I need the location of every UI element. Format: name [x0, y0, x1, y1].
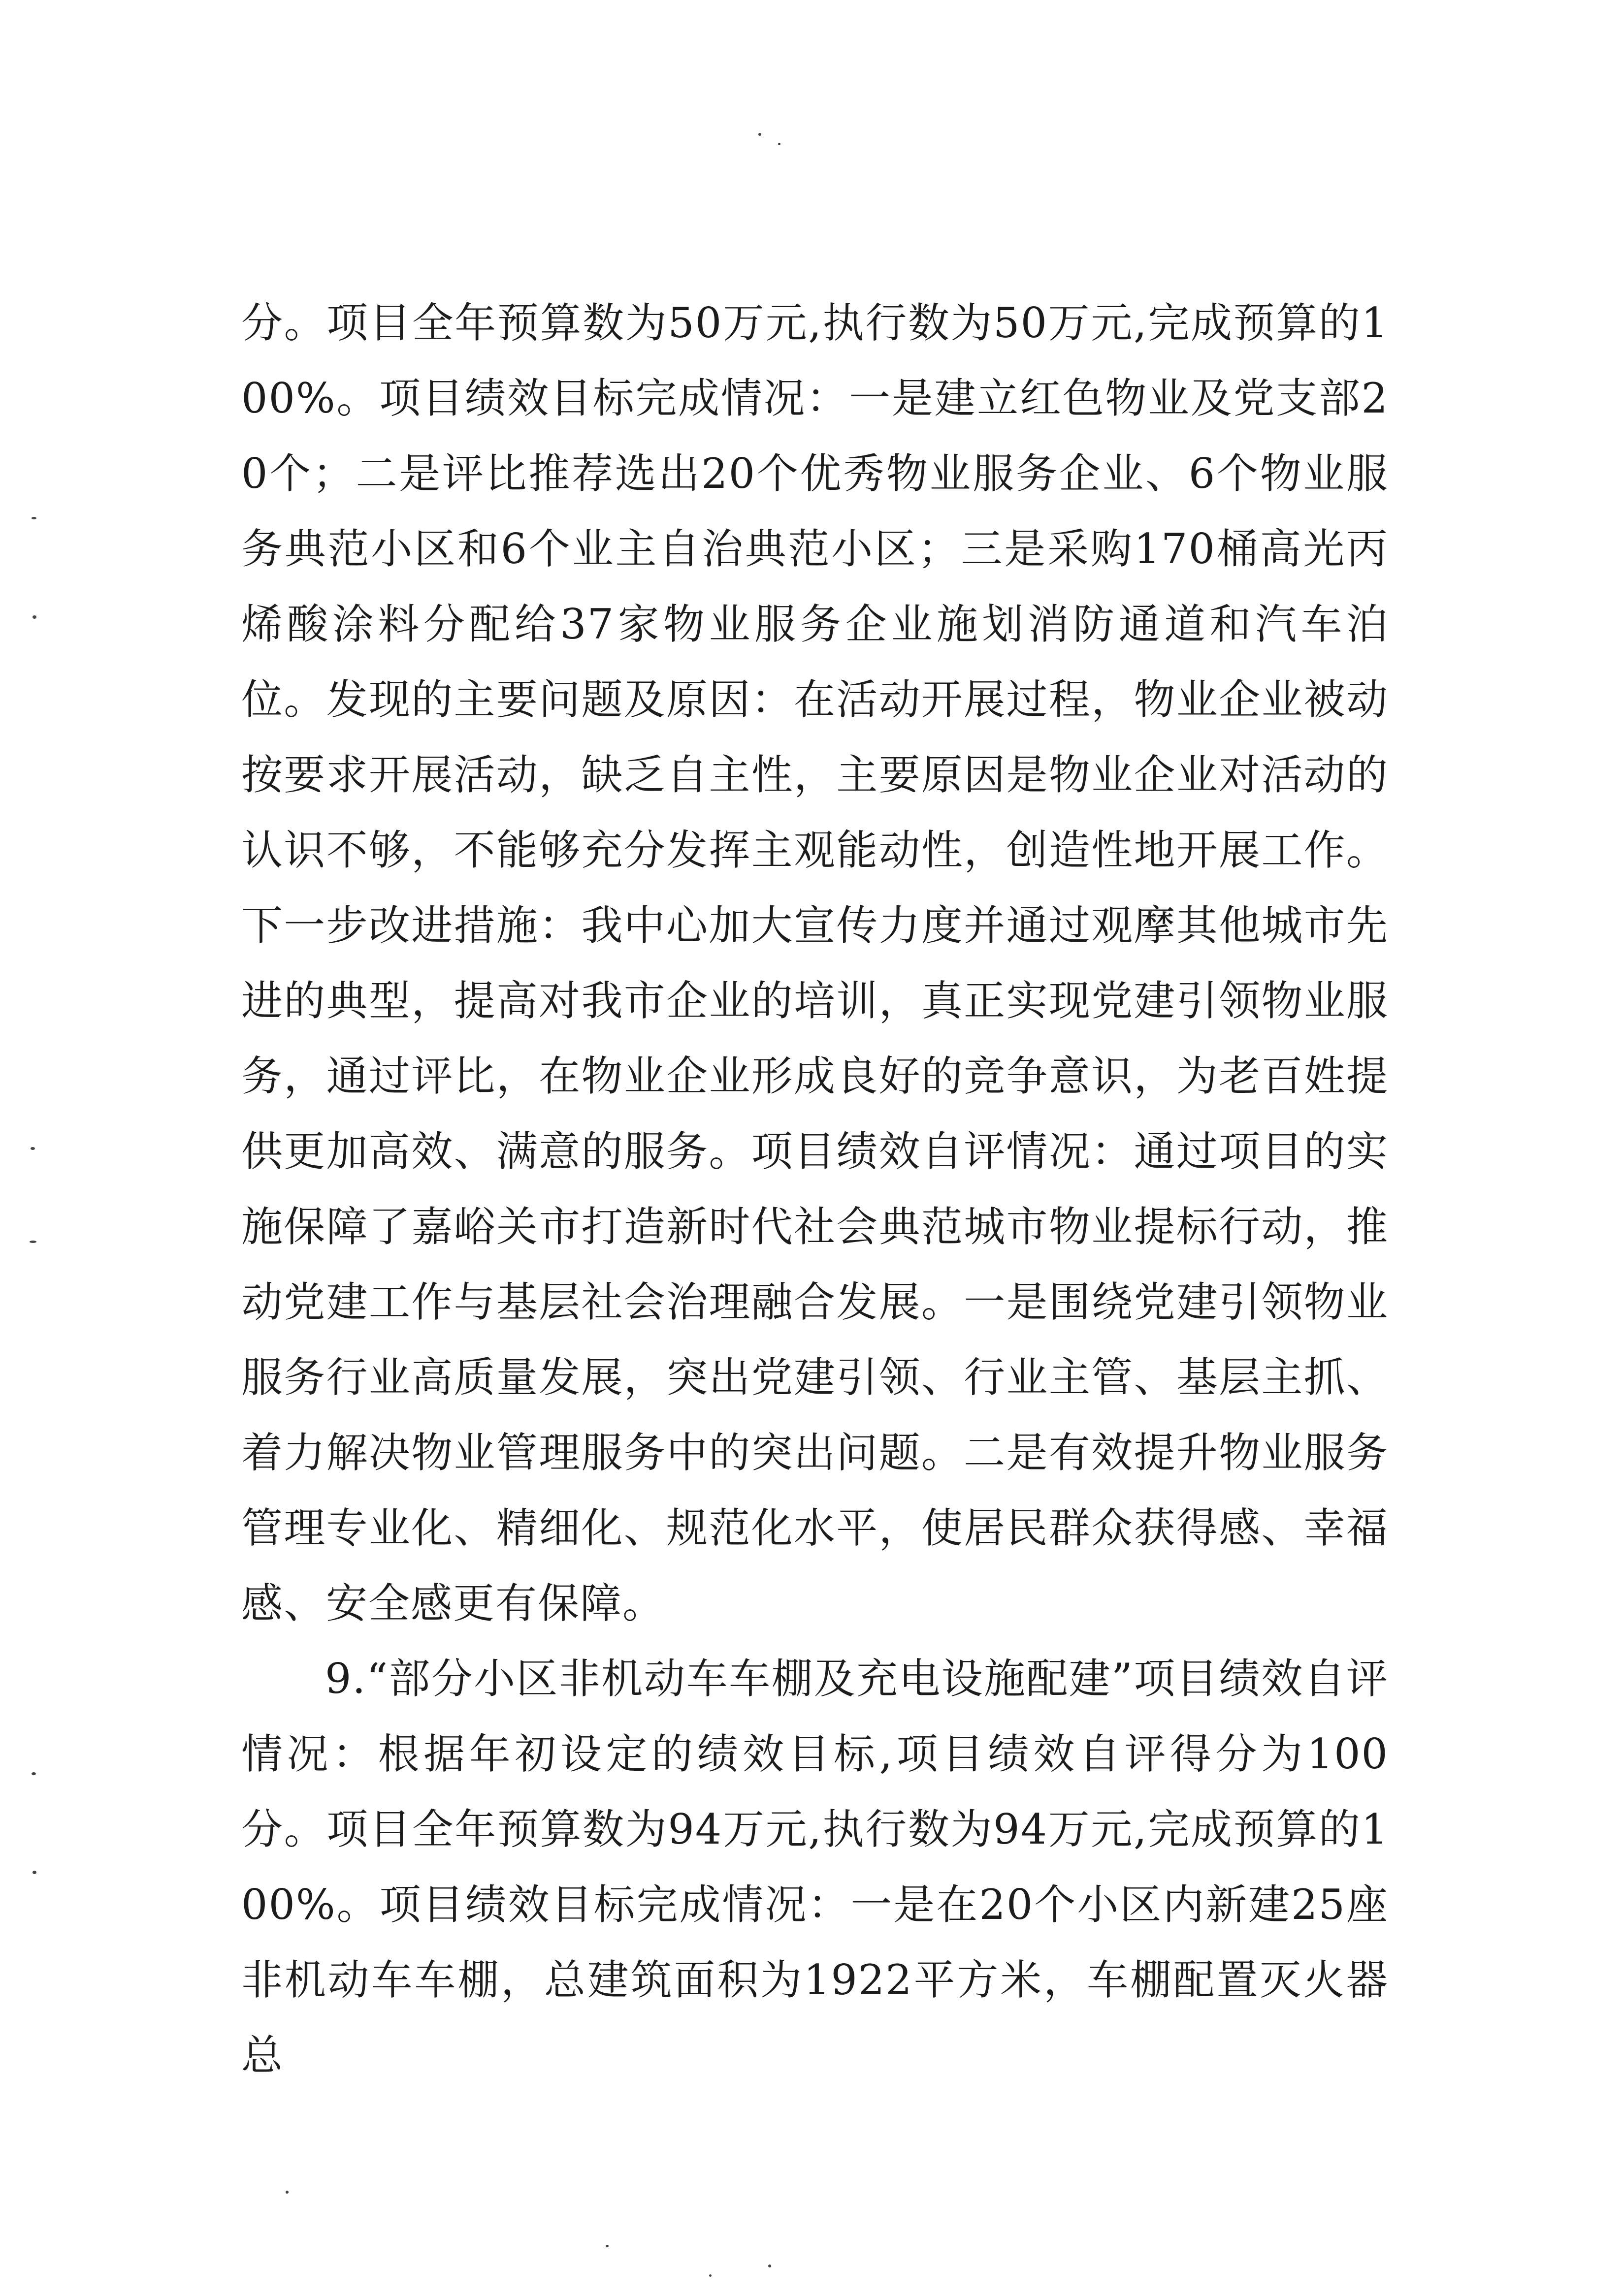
scan-speck	[709, 2274, 712, 2277]
document-body	[241, 286, 1389, 2093]
paragraph-project-8-continued: 分。项目全年预算数为50万元,执行数为50万元,完成预算的100%。项目绩效目标完成情况：一是建立红色物业及党支部20个；二是评比推荐选出20个优秀物业服务企业、6个物业服务典范小区和6个业主自治典范小区；三是采购170桶高光丙烯酸涂料分配给37家物业服务企业施划消防通道和汽车泊位。发现的主要问题及原因：在活动开展过程，物业企业被动按要求开展活动，缺乏自主性，主要原因是物业企业对活动的认识不够，不能够充分发挥主观能动性，创造性地开展工作。下一步改进措施：我中心加大宣传力度并通过观摩其他城市先进的典型，提高对我市企业的培训，真正实现党建引领物业服务，通过评比，在物业企业形成良好的竞争意识，为老百姓提供更加高效、满意的服务。项目绩效自评情况：通过项目的实施保障了嘉峪关市打造新时代社会典范城市物业提标行动，推动党建工作与基层社会治理融合发展。一是围绕党建引领物业服务行业高质量发展，突出党建引领、行业主管、基层主抓、着力解决物业管理服务中的突出问题。二是有效提升物业服务管理专业化、精细化、规范化水平，使居民群众获得感、幸福感、安全感更有保障。	[241, 299, 1389, 1627]
scan-speck	[32, 615, 36, 619]
scan-speck	[768, 2264, 771, 2267]
scan-speck	[758, 133, 761, 136]
paragraph-project-9: 9.“部分小区非机动车车棚及充电设施配建”项目绩效自评情况：根据年初设定的绩效目标,项目绩效自评得分为100分。项目全年预算数为94万元,执行数为94万元,完成预算的100%。项目绩效目标完成情况：一是在20个小区内新建25座非机动车车棚，总建筑面积为1922平方米，车棚配置灭火器总	[241, 1655, 1389, 2079]
scan-speck	[31, 1147, 35, 1150]
scan-speck	[32, 517, 36, 519]
scan-speck	[30, 1241, 36, 1243]
scan-speck	[32, 1772, 36, 1775]
scan-speck	[286, 2191, 289, 2194]
scan-speck	[778, 143, 780, 145]
scan-speck	[606, 2245, 609, 2247]
scan-speck	[32, 1871, 36, 1874]
